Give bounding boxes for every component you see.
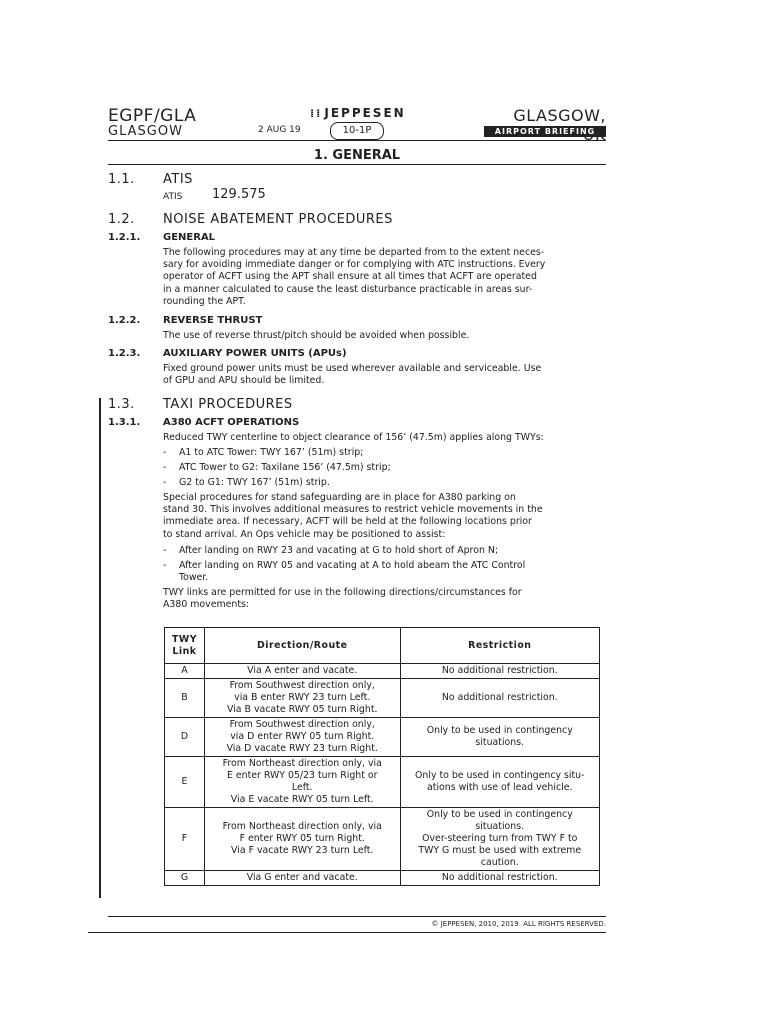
jeppesen-logo — [310, 106, 406, 120]
section-title: ATIS — [163, 172, 193, 187]
reverse-thrust-paragraph — [163, 330, 469, 342]
text-line: Special procedures for stand safeguarding are in place for A380 parking on — [163, 492, 516, 503]
restriction-cell: Only to be used in contingency situ- ations with use of lead vehicle. — [400, 757, 599, 808]
stand-safeguarding-paragraph — [163, 492, 543, 541]
section-number: 1.2. — [108, 212, 135, 227]
twy-link-cell: A — [165, 664, 205, 679]
copyright: © JEPPESEN, 2010, 2019. ALL RIGHTS RESERVED. — [431, 920, 606, 928]
subsection-number: 1.3.1. — [108, 417, 141, 428]
column-header: TWY Link — [165, 628, 205, 664]
list-item: - A1 to ATC Tower: TWY 167’ (51m) strip; — [163, 447, 364, 458]
table-row — [165, 718, 600, 757]
airport-code: EGPF/GLA — [108, 106, 197, 126]
direction-cell: From Southwest direction only, via D enter RWY 05 turn Right. Via D vacate RWY 23 turn Right. — [204, 718, 400, 757]
title-rule — [108, 164, 606, 165]
text-line: operator of ACFT using the APT shall ensure at all times that ACFT are operated — [163, 271, 537, 283]
text-line: immediate area. If necessary, ACFT will be held at the following locations prior — [163, 516, 532, 528]
table-row — [165, 664, 600, 679]
text-line: in a manner calculated to cause the least disturbance practicable in areas sur- — [163, 283, 533, 295]
header-rule — [108, 140, 606, 141]
direction-cell: From Northeast direction only, via F enter RWY 05 turn Right. Via F vacate RWY 23 turn Left. — [204, 808, 400, 871]
twy-link-table — [164, 627, 600, 886]
text-line: sary for avoiding immediate danger or for complying with ATC instructions. Every — [163, 259, 546, 271]
text-line: to stand arrival. An Ops vehicle may be positioned to assist: — [163, 528, 446, 540]
table-header-row — [165, 628, 600, 664]
table-row — [165, 757, 600, 808]
text-line: rounding the APT. — [163, 295, 246, 307]
doc-type-badge: AIRPORT BRIEFING — [484, 126, 606, 137]
table-row — [165, 808, 600, 871]
section-number: 1.1. — [108, 172, 135, 187]
twy-links-paragraph — [163, 587, 522, 611]
restriction-cell: Only to be used in contingency situations. — [400, 718, 599, 757]
text-line: The use of reverse thrust/pitch should be avoided when possible. — [163, 330, 470, 341]
general-paragraph — [163, 247, 545, 308]
atis-label: ATIS — [163, 192, 183, 202]
list-item: - After landing on RWY 23 and vacating at G to hold short of Apron N; — [163, 545, 499, 556]
revision-change-bar — [99, 398, 101, 898]
list-item: - After landing on RWY 05 and vacating at A to hold abeam the ATC Control Tower. — [163, 560, 526, 583]
direction-cell: From Southwest direction only, via B enter RWY 23 turn Left. Via B vacate RWY 05 turn Right. — [204, 679, 400, 718]
section-number: 1.3. — [108, 397, 135, 412]
text-line: TWY links are permitted for use in the following directions/circumstances for — [163, 587, 522, 598]
direction-cell: Via G enter and vacate. — [204, 871, 400, 886]
footer-rule — [108, 916, 606, 917]
restriction-cell: No additional restriction. — [400, 871, 599, 886]
page-title: 1. GENERAL — [313, 148, 401, 163]
airport-city: GLASGOW — [108, 124, 183, 139]
twy-link-cell: E — [165, 757, 205, 808]
table-row — [165, 871, 600, 886]
subsection-number: 1.2.1. — [108, 232, 141, 243]
table-row — [165, 679, 600, 718]
section-title: TAXI PROCEDURES — [163, 397, 293, 412]
intro-text: Reduced TWY centerline to object clearance of 156’ (47.5m) applies along TWYs: — [163, 432, 544, 443]
jeppesen-logo-icon: ⁞⁞ — [310, 107, 323, 120]
list-item: - G2 to G1: TWY 167’ (51m) strip. — [163, 477, 330, 488]
footer-rule-lower — [88, 932, 606, 933]
list-item: - ATC Tower to G2: Taxilane 156’ (47.5m) strip; — [163, 462, 391, 473]
page-number: 10-1P — [330, 122, 384, 140]
column-header: Direction/Route — [204, 628, 400, 664]
twy-link-cell: D — [165, 718, 205, 757]
subsection-title: A380 ACFT OPERATIONS — [163, 417, 300, 428]
subsection-number: 1.2.3. — [108, 348, 141, 359]
apu-paragraph — [163, 363, 541, 387]
text-line: of GPU and APU should be limited. — [163, 375, 325, 387]
text-line: Fixed ground power units must be used wherever available and serviceable. Use — [163, 363, 542, 374]
section-title: NOISE ABATEMENT PROCEDURES — [163, 212, 393, 227]
text-line: A380 movements: — [163, 599, 250, 611]
twy-link-cell: G — [165, 871, 205, 886]
revision-date: 2 AUG 19 — [258, 125, 301, 135]
subsection-number: 1.2.2. — [108, 315, 141, 326]
text-line: stand 30. This involves additional measures to restrict vehicle movements in the — [163, 504, 543, 516]
subsection-title: GENERAL — [163, 232, 216, 243]
restriction-cell: Only to be used in contingency situations. Over-steering turn from TWY F to TWY G must be used with extreme caution. — [400, 808, 599, 871]
restriction-cell: No additional restriction. — [400, 679, 599, 718]
direction-cell: Via A enter and vacate. — [204, 664, 400, 679]
direction-cell: From Northeast direction only, via E enter RWY 05/23 turn Right or Left. Via E vacate RWY 05 turn Left. — [204, 757, 400, 808]
logo-text: JEPPESEN — [324, 106, 406, 120]
location-title: GLASGOW, — [513, 106, 606, 125]
atis-frequency: 129.575 — [212, 187, 266, 202]
twy-link-cell: B — [165, 679, 205, 718]
restriction-cell: No additional restriction. — [400, 664, 599, 679]
text-line: The following procedures may at any time be departed from to the extent neces- — [163, 247, 545, 258]
subsection-title: AUXILIARY POWER UNITS (APUs) — [163, 348, 347, 359]
twy-link-cell: F — [165, 808, 205, 871]
column-header: Restriction — [400, 628, 599, 664]
subsection-title: REVERSE THRUST — [163, 315, 263, 326]
